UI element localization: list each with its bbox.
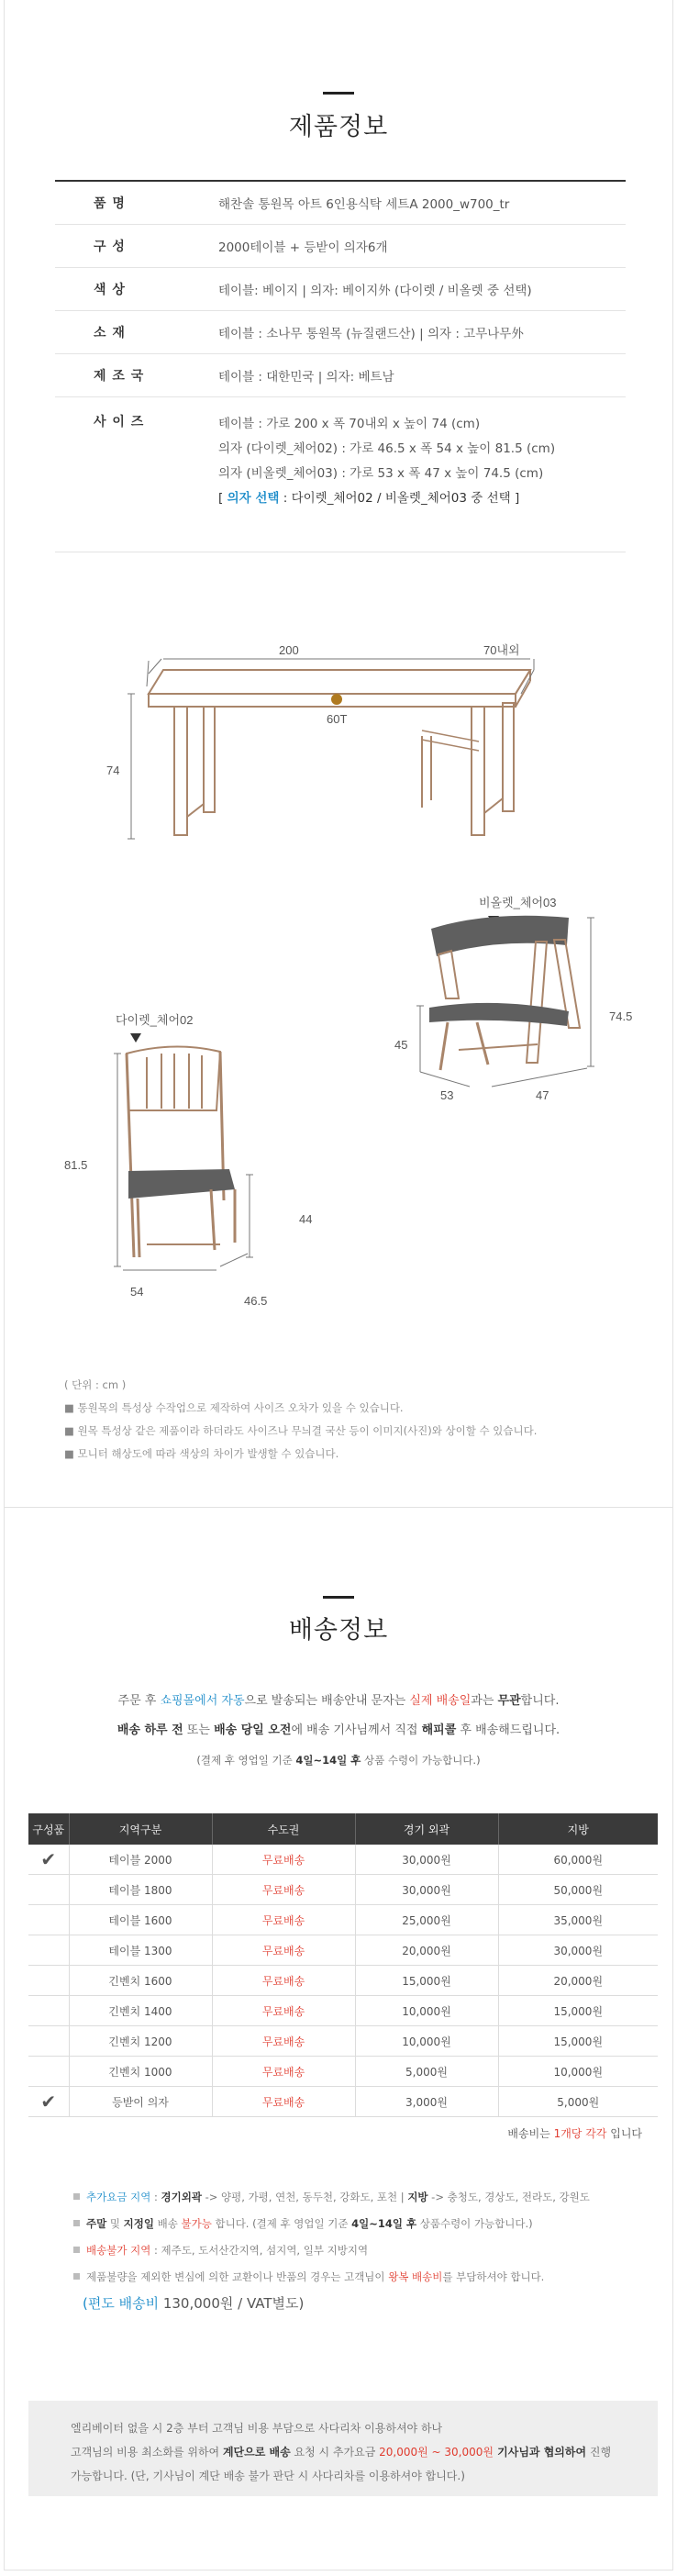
chair03-depth-label: 47 [536,1088,549,1102]
table-height-label: 74 [106,764,120,777]
metro-fee-cell: 무료배송 [212,1905,355,1935]
table-row [28,1966,658,1996]
table-header-row: 구성품 지역구분 수도권 경기 외곽 지방 [28,1813,658,1845]
size-line: 의자 (다이렛_체어02) : 가로 46.5 x 폭 54 x 높이 81.5 (cm) [218,441,556,456]
table-thickness-label: 60T [327,712,348,726]
chair02-width-label: 54 [130,1285,144,1299]
section-divider [4,1507,672,1508]
table-width-label: 200 [279,643,299,657]
outer-fee-cell: 30,000원 [355,1875,498,1905]
note-item: ■ 모니터 해상도에 따라 색상의 차이가 발생할 수 있습니다. [64,1447,339,1460]
thickness-marker-icon [331,694,342,705]
metro-fee-cell: 무료배송 [212,2087,355,2117]
check-icon [28,1905,69,1935]
outer-fee-cell: 15,000원 [355,1966,498,1996]
check-icon [28,1996,69,2026]
return-line: 제품불량을 제외한 변심에 의한 교환이나 반품의 경우는 고객님이 왕복 배송비를 부담하셔야 합니다. [73,2264,590,2291]
item-cell: 테이블 1300 [69,1935,212,1966]
chair-option-line: [ 의자 선택 : 다이렛_체어02 / 비올렛_체어03 중 선택 ] [218,491,520,506]
table-row [28,2026,658,2057]
section-bar [323,92,354,95]
table-row [28,2087,658,2117]
check-icon: ✔ [28,1845,69,1875]
section-bar [323,1596,354,1599]
check-icon [28,2026,69,2057]
spec-row-origin: 제 조 국 테이블 : 대한민국 | 의자: 베트남 [55,354,626,397]
local-fee-cell: 15,000원 [498,1996,658,2026]
spec-row-color: 색 상 테이블: 베이지 | 의자: 베이지外 (다이렛 / 비올렛 중 선택) [55,268,626,311]
metro-fee-cell: 무료배송 [212,1935,355,1966]
metro-fee-cell: 무료배송 [212,1875,355,1905]
local-fee-cell: 60,000원 [498,1845,658,1875]
dimension-diagram [0,633,677,1358]
chair02-drawing [116,1013,235,1257]
table-row [28,1875,658,1905]
chair02-seat-label: 44 [299,1212,313,1226]
weekend-line: 주말 및 지정일 배송 불가능 합니다. (결제 후 영업일 기준 4일~14일 후 상품수령이 가능합니다.) [73,2211,590,2237]
item-cell: 긴벤치 1400 [69,1996,212,2026]
spec-row-composition: 구 성 2000테이블 + 등받이 의자6개 [55,225,626,268]
outer-fee-cell: 25,000원 [355,1905,498,1935]
item-cell: 테이블 2000 [69,1845,212,1875]
outer-fee-cell: 5,000원 [355,2057,498,2087]
outer-fee-cell: 10,000원 [355,2026,498,2057]
note-item: ■ 원목 특성상 같은 제품이라 하더라도 사이즈나 무늬결 국산 등이 이미지(사진)와 상이할 수 있습니다. [64,1424,538,1437]
unit-note: ( 단위 : cm ) [64,1378,127,1391]
spec-row-material: 소 재 테이블 : 소나무 통원목 (뉴질랜드산) | 의자 : 고무나무外 [55,311,626,354]
metro-fee-cell: 무료배송 [212,2026,355,2057]
table-row [28,1935,658,1966]
metro-fee-cell: 무료배송 [212,1996,355,2026]
check-icon [28,2057,69,2087]
chair03-name: 비올렛_체어03 [479,896,557,909]
metro-fee-cell: 무료배송 [212,1845,355,1875]
chair02-name: 다이렛_체어02 [116,1013,194,1027]
table-depth-label: 70내외 [483,643,520,657]
delivery-info-title: 배송정보 [288,1616,389,1645]
local-fee-cell: 35,000원 [498,1905,658,1935]
table-row [28,1996,658,2026]
chair02-height-label: 81.5 [64,1158,88,1172]
size-line: 테이블 : 가로 200 x 폭 70내외 x 높이 74 (cm) [218,417,481,431]
item-cell: 긴벤치 1600 [69,1966,212,1996]
shipping-fee-note: 배송비는 1개당 각각 입니다 [507,2127,642,2140]
chair03-width-label: 53 [440,1088,454,1102]
pointer-down-icon [130,1033,141,1043]
product-info-title: 제품정보 [288,113,389,141]
table-row [28,1905,658,1935]
note-item: ■ 통원목의 특성상 수작업으로 제작하여 사이즈 오차가 있을 수 있습니다. [64,1401,404,1414]
check-icon [28,1875,69,1905]
table-row [28,1845,658,1875]
outer-fee-cell: 20,000원 [355,1935,498,1966]
chair02-depth-label: 46.5 [244,1294,268,1308]
local-fee-cell: 15,000원 [498,2026,658,2057]
no-delivery-line: 배송불가 지역 : 제주도, 도서산간지역, 섬지역, 일부 지방지역 [73,2237,590,2264]
chair03-drawing [429,896,580,1070]
delivery-details [73,2184,590,2317]
local-fee-cell: 20,000원 [498,1966,658,1996]
outer-fee-cell: 30,000원 [355,1845,498,1875]
spec-row-size: 사 이 즈 테이블 : 가로 200 x 폭 70내외 x 높이 74 (cm) 의자 (다이렛_체어02) : 가로 46.5 x 폭 54 x 높이 81.5 (cm) 의자 (비올렛_체어03) : 가로 53 x 폭 47 x 높이 74.5 (cm) [ 의자 선택 : 다이렛_체어02 / 비올렛_체어03 중 선택 ] [55,397,626,552]
local-fee-cell: 10,000원 [498,2057,658,2087]
elevator-notice-box: 엘리베이터 없을 시 2층 부터 고객님 비용 부담으로 사다리차 이용하셔야 하나 고객님의 비용 최소화를 위하여 계단으로 배송 요청 시 추가요금 20,000원 ~ 30,000원 기사님과 협의하여 진행 가능합니다. (단, 기사님이 계단 배송 불가 판단 시 사다리차를 이용하셔야 합니다.) [28,2401,658,2496]
item-cell: 등받이 의자 [69,2087,212,2117]
item-cell: 테이블 1800 [69,1875,212,1905]
spec-row-name: 품 명 해찬솔 통원목 아트 6인용식탁 세트A 2000_w700_tr [55,180,626,225]
one-way-fee-line: (편도 배송비 130,000원 / VAT별도) [83,2295,305,2312]
item-cell: 긴벤치 1200 [69,2026,212,2057]
local-fee-cell: 5,000원 [498,2087,658,2117]
local-fee-cell: 30,000원 [498,1935,658,1966]
delivery-intro: 주문 후 쇼핑몰에서 자동으로 발송되는 배송안내 문자는 실제 배송일과는 무관합니다. 배송 하루 전 또는 배송 당일 오전에 배송 기사님께서 직접 해피콜 후 배송해드립니다. (결제 후 영업일 기준 4일~14일 후 상품 수령이 가능합니다.) [117,1694,560,1767]
table-drawing [149,670,530,835]
shipping-fee-table [28,1813,658,2117]
size-line: 의자 (비올렛_체어03) : 가로 53 x 폭 47 x 높이 74.5 (cm) [218,466,544,481]
spec-table [55,180,626,552]
chair03-height-label: 74.5 [609,1009,633,1023]
check-icon [28,1966,69,1996]
outer-fee-cell: 10,000원 [355,1996,498,2026]
item-cell: 긴벤치 1000 [69,2057,212,2087]
check-icon [28,1935,69,1966]
local-fee-cell: 50,000원 [498,1875,658,1905]
chair03-seat-label: 45 [394,1038,408,1052]
outer-fee-cell: 3,000원 [355,2087,498,2117]
metro-fee-cell: 무료배송 [212,2057,355,2087]
check-icon: ✔ [28,2087,69,2117]
extra-fee-line: 추가요금 지역 : 경기외곽 -> 양평, 가평, 연천, 동두천, 강화도, 포천 | 지방 -> 충청도, 경상도, 전라도, 강원도 [73,2184,590,2211]
metro-fee-cell: 무료배송 [212,1966,355,1996]
item-cell: 테이블 1600 [69,1905,212,1935]
table-row [28,2057,658,2087]
size-notes [64,1374,537,1466]
